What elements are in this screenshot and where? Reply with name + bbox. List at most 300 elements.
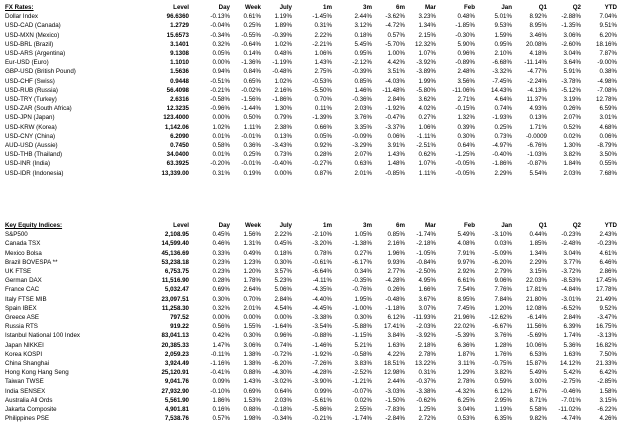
fx-header-3m: 3m (363, 4, 372, 11)
fx-cell-1m: 0.11% (314, 105, 332, 113)
fx-table-row (5, 49, 617, 58)
fx-cell-name: USD-BRL (Brazil) (5, 40, 54, 48)
equity-cell-week: 0.88% (243, 406, 261, 414)
equity-cell-july: 2.03% (274, 396, 292, 404)
fx-cell-q1: -0.0009 (526, 132, 547, 140)
equity-cell-jan: -0.75% (492, 360, 512, 368)
fx-cell-3m: 2.07% (354, 151, 372, 159)
equity-header-row (5, 221, 617, 230)
equity-cell-name: Italy FTSE MIB (5, 295, 47, 303)
equity-cell-q2: 5.36% (563, 341, 581, 349)
equity-cell-ytd: -2.85% (597, 378, 617, 386)
equity-cell-jan: 0.03% (494, 240, 512, 248)
fx-cell-name: USD-THB (Thailand) (5, 151, 63, 159)
fx-table-row (5, 113, 617, 122)
fx-cell-1m: 2.22% (314, 31, 332, 39)
equity-cell-1m: -4.40% (312, 295, 332, 303)
fx-cell-week: 0.50% (243, 114, 261, 122)
equity-cell-level: 83,041.13 (161, 332, 189, 340)
equity-cell-name: Mexico Bolsa (5, 249, 42, 257)
fx-cell-name: Eur-USD (Euro) (5, 59, 49, 67)
equity-cell-name: Taiwan TWSE (5, 378, 44, 386)
equity-cell-jan: 2.79% (494, 268, 512, 276)
equity-header-day: Day (218, 222, 230, 229)
equity-cell-july: 0.96% (274, 332, 292, 340)
equity-cell-week: 0.88% (243, 369, 261, 377)
equity-cell-ytd: 2.43% (599, 231, 617, 239)
fx-cell-july: 0.13% (274, 132, 292, 140)
fx-cell-level: 34.0400 (166, 151, 189, 159)
equity-cell-q1: 17.81% (526, 286, 547, 294)
equity-cell-day: 0.09% (212, 378, 230, 386)
equity-cell-3m: -0.35% (352, 277, 372, 285)
fx-cell-july: 1.30% (274, 105, 292, 113)
equity-cell-3m: 5.21% (354, 341, 372, 349)
equity-cell-q2: -0.23% (561, 231, 581, 239)
fx-cell-july: -1.19% (272, 59, 292, 67)
equity-header-name: Key Equity Indices: (5, 222, 63, 229)
equity-cell-1m: -4.35% (312, 286, 332, 294)
fx-cell-6m: 4.42% (387, 59, 405, 67)
equity-cell-jan: 2.95% (494, 396, 512, 404)
equity-cell-mar: 2.18% (418, 341, 436, 349)
equity-cell-level: 25,120.91 (161, 369, 189, 377)
fx-cell-july: -0.40% (272, 160, 292, 168)
fx-cell-level: 1,142.06 (164, 123, 189, 131)
fx-header-mar: Mar (424, 4, 436, 11)
equity-table-row (5, 331, 617, 340)
equity-cell-3m: 0.34% (354, 268, 372, 276)
equity-cell-week: 1.78% (243, 277, 261, 285)
equity-cell-ytd: 3.15% (599, 396, 617, 404)
equity-cell-q1: 5.58% (529, 406, 547, 414)
fx-header-level: Level (173, 4, 189, 11)
equity-cell-q1: 9.82% (529, 415, 547, 423)
fx-cell-q2: 0.52% (563, 123, 581, 131)
equity-cell-3m: -2.52% (352, 369, 372, 377)
fx-cell-1m: 0.66% (314, 123, 332, 131)
equity-cell-jan: 6.12% (494, 387, 512, 395)
equity-cell-1m: -3.38% (312, 314, 332, 322)
equity-cell-day: 0.16% (212, 406, 230, 414)
equity-cell-july: -0.34% (272, 415, 292, 423)
fx-cell-july: -0.39% (272, 31, 292, 39)
fx-cell-ytd: 7.87% (599, 50, 617, 58)
equity-cell-name: Russia RTS (5, 323, 38, 331)
equity-cell-1m: -7.26% (312, 360, 332, 368)
fx-cell-6m: -11.48% (382, 86, 405, 94)
fx-cell-week: 0.25% (243, 151, 261, 159)
equity-cell-mar: -1.05% (416, 249, 436, 257)
fx-cell-week: 0.36% (243, 142, 261, 150)
fx-cell-feb: 0.96% (457, 50, 475, 58)
fx-cell-1m: 1.43% (314, 59, 332, 67)
fx-cell-name: GBP-USD (British Pound) (5, 68, 76, 76)
fx-cell-day: 0.31% (212, 169, 230, 177)
fx-cell-q2: 3.82% (563, 151, 581, 159)
fx-cell-3m: -0.36% (352, 96, 372, 104)
equity-cell-name: Japan NIKKEI (5, 341, 44, 349)
equity-cell-day: -0.41% (210, 369, 230, 377)
fx-table-row (5, 150, 617, 159)
fx-cell-3m: 0.18% (354, 31, 372, 39)
fx-cell-jan: 0.95% (494, 40, 512, 48)
equity-cell-jan: 3.76% (494, 332, 512, 340)
equity-cell-1m: -1.92% (312, 350, 332, 358)
equity-cell-3m: -6.17% (352, 258, 372, 266)
equity-cell-feb: 5.49% (457, 231, 475, 239)
equity-cell-week: 1.53% (243, 396, 261, 404)
equity-cell-feb: -4.32% (455, 387, 475, 395)
equity-cell-feb: 2.78% (457, 378, 475, 386)
equity-cell-ytd: 9.52% (599, 304, 617, 312)
equity-cell-mar: -11.93% (413, 314, 436, 322)
fx-cell-jan: 1.59% (494, 31, 512, 39)
equity-cell-week: 1.20% (243, 268, 261, 276)
equity-cell-6m: 0.85% (387, 231, 405, 239)
fx-header-q2: Q2 (572, 4, 581, 11)
equity-cell-6m: 2.77% (387, 268, 405, 276)
fx-cell-mar: 1.07% (418, 160, 436, 168)
fx-cell-mar: 3.62% (418, 96, 436, 104)
equity-table-row (5, 414, 617, 423)
equity-cell-name: Hong Kong Hang Seng (5, 369, 69, 377)
equity-cell-ytd: 6.46% (599, 258, 617, 266)
equity-cell-week: 0.69% (243, 387, 261, 395)
fx-cell-day: -0.51% (210, 77, 230, 85)
equity-cell-q2: -7.01% (561, 396, 581, 404)
equity-cell-day: -0.10% (210, 387, 230, 395)
equity-header-6m: 6m (396, 222, 405, 229)
fx-cell-jan: 0.74% (494, 105, 512, 113)
equity-cell-6m: 1.96% (387, 249, 405, 257)
equity-cell-ytd: 4.26% (599, 415, 617, 423)
equity-cell-level: 27,932.90 (161, 387, 189, 395)
fx-cell-q1: 20.08% (526, 40, 547, 48)
equity-table-row (5, 396, 617, 405)
equity-cell-jan: -12.62% (488, 314, 512, 322)
equity-cell-3m: -0.07% (352, 387, 372, 395)
fx-cell-jan: -1.86% (492, 160, 512, 168)
equity-cell-mar: -0.84% (416, 258, 436, 266)
equity-cell-q2: 2.84% (563, 314, 581, 322)
equity-table-row (5, 350, 617, 359)
equity-header-jan: Jan (501, 222, 512, 229)
equity-cell-1m: 0.78% (314, 249, 332, 257)
fx-cell-q2: 3.04% (563, 50, 581, 58)
fx-cell-jan: 4.64% (494, 96, 512, 104)
equity-cell-1m: -4.28% (312, 369, 332, 377)
fx-cell-ytd: 12.78% (596, 96, 617, 104)
equity-cell-level: 2,059.23 (164, 350, 189, 358)
fx-cell-3m: 3.76% (354, 114, 372, 122)
fx-cell-level: 3.1401 (170, 40, 189, 48)
fx-cell-week: -1.44% (241, 105, 261, 113)
equity-cell-jan: 3.82% (494, 369, 512, 377)
equity-cell-feb: 9.97% (457, 258, 475, 266)
equity-cell-week: 1.56% (243, 231, 261, 239)
equity-cell-name: France CAC (5, 286, 40, 294)
fx-cell-1m: 0.70% (314, 96, 332, 104)
fx-cell-q1: 4.93% (529, 105, 547, 113)
equity-cell-ytd: 4.61% (599, 249, 617, 257)
equity-cell-feb: 1.87% (457, 350, 475, 358)
equity-cell-day: -1.16% (210, 360, 230, 368)
fx-table-row (5, 123, 617, 132)
equity-cell-week: 1.55% (243, 323, 261, 331)
equity-cell-q2: -2.48% (561, 240, 581, 248)
equity-header-week: Week (244, 222, 261, 229)
fx-cell-mar: -1.11% (416, 132, 436, 140)
fx-cell-ytd: 0.06% (599, 132, 617, 140)
equity-cell-week: 1.38% (243, 360, 261, 368)
fx-cell-day: 0.32% (212, 40, 230, 48)
fx-cell-name: USD-RUB (Russia) (5, 86, 58, 94)
equity-cell-q1: 22.03% (526, 277, 547, 285)
equity-cell-july: 4.54% (274, 304, 292, 312)
fx-cell-6m: 1.00% (387, 50, 405, 58)
equity-cell-feb: 4.08% (457, 240, 475, 248)
fx-cell-6m: 0.57% (387, 31, 405, 39)
equity-cell-level: 20,385.33 (161, 341, 189, 349)
equity-cell-day: 0.28% (212, 277, 230, 285)
equity-cell-day: 0.00% (212, 314, 230, 322)
equity-table-row (5, 230, 617, 239)
fx-cell-6m: -3.37% (385, 123, 405, 131)
fx-cell-3m: 2.44% (354, 13, 372, 21)
fx-cell-name: USD-KRW (Korea) (5, 123, 57, 131)
equity-cell-1m: -5.61% (312, 396, 332, 404)
fx-table-row (5, 58, 617, 67)
equity-cell-6m: -4.28% (385, 277, 405, 285)
fx-cell-feb: 5.90% (457, 40, 475, 48)
equity-cell-week: 0.00% (243, 314, 261, 322)
fx-cell-day: 0.01% (212, 151, 230, 159)
fx-rates-table (5, 3, 617, 178)
fx-cell-q1: -4.77% (527, 68, 547, 76)
equity-cell-mar: -0.62% (416, 396, 436, 404)
fx-cell-q2: -2.60% (561, 40, 581, 48)
fx-cell-1m: 0.28% (314, 151, 332, 159)
equity-cell-6m: -0.48% (385, 295, 405, 303)
equity-cell-feb: 1.29% (457, 369, 475, 377)
fx-cell-july: 0.00% (274, 169, 292, 177)
fx-cell-q1: 11.37% (526, 96, 547, 104)
fx-cell-ytd: 6.59% (599, 105, 617, 113)
fx-header-jan: Jan (501, 4, 512, 11)
fx-cell-day: -0.13% (210, 13, 230, 21)
equity-cell-day: 0.69% (212, 286, 230, 294)
equity-cell-feb: 6.25% (457, 396, 475, 404)
fx-cell-day: 0.58% (212, 142, 230, 150)
fx-cell-q2: 1.30% (563, 142, 581, 150)
fx-cell-day: -0.96% (210, 105, 230, 113)
fx-cell-name: USD-MXN (Mexico) (5, 31, 60, 39)
equity-cell-q2: -2.75% (561, 378, 581, 386)
equity-cell-q1: -6.14% (527, 314, 547, 322)
fx-cell-level: 123.4000 (163, 114, 189, 122)
fx-cell-q1: -0.87% (527, 160, 547, 168)
equity-cell-name: Jakarta Composite (5, 406, 57, 414)
equity-table-row (5, 405, 617, 414)
fx-cell-1m: -1.45% (312, 13, 332, 21)
equity-cell-level: 919.22 (170, 323, 189, 331)
fx-cell-q2: 3.64% (563, 59, 581, 67)
fx-cell-jan: 2.29% (494, 169, 512, 177)
fx-cell-jan: -7.45% (492, 77, 512, 85)
fx-cell-feb: 0.39% (457, 123, 475, 131)
equity-cell-week: 3.06% (243, 341, 261, 349)
fx-cell-q1: 4.18% (529, 50, 547, 58)
equity-cell-q1: 11.56% (526, 323, 547, 331)
fx-cell-ytd: 18.16% (596, 40, 617, 48)
fx-cell-name: USD-JPN (Japan) (5, 114, 55, 122)
fx-cell-q1: 0.13% (529, 114, 547, 122)
equity-cell-mar: 2.72% (418, 415, 436, 423)
fx-table-row (5, 169, 617, 178)
fx-cell-name: USD-ZAR (South Africa) (5, 105, 72, 113)
equity-cell-july: 0.64% (274, 387, 292, 395)
equity-cell-day: 0.57% (212, 415, 230, 423)
equity-cell-q2: -4.84% (561, 286, 581, 294)
equity-indices-table (5, 221, 617, 423)
fx-cell-q1: -2.24% (527, 77, 547, 85)
equity-table-row (5, 368, 617, 377)
equity-cell-6m: 9.93% (387, 258, 405, 266)
fx-cell-q2: 0.26% (563, 105, 581, 113)
equity-cell-6m: 12.98% (384, 369, 405, 377)
fx-cell-q2: -5.12% (561, 86, 581, 94)
equity-cell-jan: 1.20% (494, 304, 512, 312)
equity-cell-1m: -3.90% (312, 378, 332, 386)
fx-cell-mar: -5.80% (416, 86, 436, 94)
fx-cell-july: -0.48% (272, 68, 292, 76)
equity-cell-july: -3.02% (272, 378, 292, 386)
equity-table-row (5, 322, 617, 331)
equity-cell-3m: -1.15% (352, 332, 372, 340)
equity-cell-q1: 1.67% (529, 387, 547, 395)
fx-cell-feb: -1.85% (455, 22, 475, 30)
fx-table-body (5, 12, 617, 178)
fx-cell-6m: -1.92% (385, 105, 405, 113)
fx-table-row (5, 67, 617, 76)
equity-cell-feb: 3.11% (457, 360, 475, 368)
equity-cell-feb: 6.61% (457, 277, 475, 285)
fx-cell-q1: -11.14% (524, 59, 547, 67)
fx-header-q1: Q1 (538, 4, 547, 11)
fx-cell-feb: 0.64% (457, 142, 475, 150)
fx-cell-level: 15.6573 (166, 31, 189, 39)
fx-cell-level: 1.2729 (170, 22, 189, 30)
fx-cell-6m: 2.84% (387, 96, 405, 104)
equity-cell-6m: 2.44% (387, 378, 405, 386)
equity-table-row (5, 285, 617, 294)
fx-table-row (5, 21, 617, 30)
equity-cell-jan: -3.10% (492, 231, 512, 239)
equity-cell-level: 53,238.18 (161, 258, 189, 266)
fx-cell-1m: -1.39% (312, 114, 332, 122)
equity-cell-6m: -3.03% (385, 387, 405, 395)
fx-cell-july: 2.16% (274, 86, 292, 94)
fx-cell-jan: -1.93% (492, 114, 512, 122)
fx-cell-6m: 3.91% (387, 142, 405, 150)
fx-cell-day: 0.94% (212, 68, 230, 76)
equity-header-ytd: YTD (604, 222, 617, 229)
fx-cell-july: 1.02% (274, 77, 292, 85)
equity-cell-6m: -7.83% (385, 406, 405, 414)
equity-cell-1m: -3.20% (312, 240, 332, 248)
equity-cell-3m: -1.21% (352, 378, 372, 386)
equity-cell-q2: -11.02% (558, 406, 581, 414)
equity-cell-q1: 5.49% (529, 369, 547, 377)
fx-cell-july: 1.89% (274, 22, 292, 30)
fx-cell-mar: 3.23% (418, 13, 436, 21)
equity-cell-day: 0.23% (212, 258, 230, 266)
equity-cell-week: 1.31% (243, 240, 261, 248)
equity-cell-day: 0.23% (212, 268, 230, 276)
fx-cell-level: 13,339.00 (161, 169, 189, 177)
equity-cell-1m: -5.86% (312, 406, 332, 414)
fx-cell-level: 2.6316 (170, 96, 189, 104)
fx-cell-ytd: 3.50% (599, 151, 617, 159)
equity-table-row (5, 249, 617, 258)
fx-cell-feb: -0.89% (455, 59, 475, 67)
equity-cell-week: 0.49% (243, 249, 261, 257)
equity-cell-mar: 4.95% (418, 277, 436, 285)
fx-cell-6m: -4.03% (385, 77, 405, 85)
fx-cell-week: -1.36% (241, 59, 261, 67)
fx-cell-3m: -0.39% (352, 68, 372, 76)
fx-cell-feb: -0.30% (455, 31, 475, 39)
fx-cell-q1: 5.54% (529, 169, 547, 177)
equity-header-q2: Q2 (572, 222, 581, 229)
equity-cell-6m: 18.51% (384, 360, 405, 368)
equity-cell-week: 1.43% (243, 378, 261, 386)
equity-cell-name: Philippines PSE (5, 415, 50, 423)
equity-cell-6m: 6.12% (387, 314, 405, 322)
fx-cell-feb: -0.05% (455, 160, 475, 168)
fx-cell-6m: 3.51% (387, 68, 405, 76)
equity-cell-3m: -1.74% (352, 415, 372, 423)
fx-cell-6m: -5.70% (385, 40, 405, 48)
fx-cell-3m: 1.46% (354, 86, 372, 94)
equity-cell-level: 4,901.81 (164, 406, 189, 414)
equity-cell-3m: -0.58% (352, 350, 372, 358)
fx-cell-ytd: -9.00% (597, 59, 617, 67)
fx-cell-q2: -3.78% (561, 77, 581, 85)
equity-cell-ytd: 17.78% (596, 286, 617, 294)
equity-cell-ytd: 1.58% (599, 387, 617, 395)
equity-cell-feb: 7.45% (457, 304, 475, 312)
fx-cell-level: 1.1010 (170, 59, 189, 67)
equity-cell-feb: 3.04% (457, 406, 475, 414)
equity-cell-mar: 2.78% (418, 350, 436, 358)
equity-cell-week: 1.38% (243, 350, 261, 358)
equity-cell-week: 1.98% (243, 415, 261, 423)
equity-cell-q2: -8.53% (561, 277, 581, 285)
fx-cell-1m: -5.50% (312, 86, 332, 94)
equity-cell-6m: 0.26% (387, 286, 405, 294)
equity-cell-3m: 1.95% (354, 295, 372, 303)
equity-cell-name: S&P500 (5, 231, 28, 239)
equity-cell-q1: 2.29% (529, 258, 547, 266)
fx-cell-jan: -4.97% (492, 142, 512, 150)
equity-cell-3m: -0.76% (352, 286, 372, 294)
fx-cell-july: 0.79% (274, 114, 292, 122)
fx-cell-q1: 8.95% (529, 22, 547, 30)
equity-cell-q2: 5.42% (563, 369, 581, 377)
fx-cell-3m: 3.12% (354, 22, 372, 30)
